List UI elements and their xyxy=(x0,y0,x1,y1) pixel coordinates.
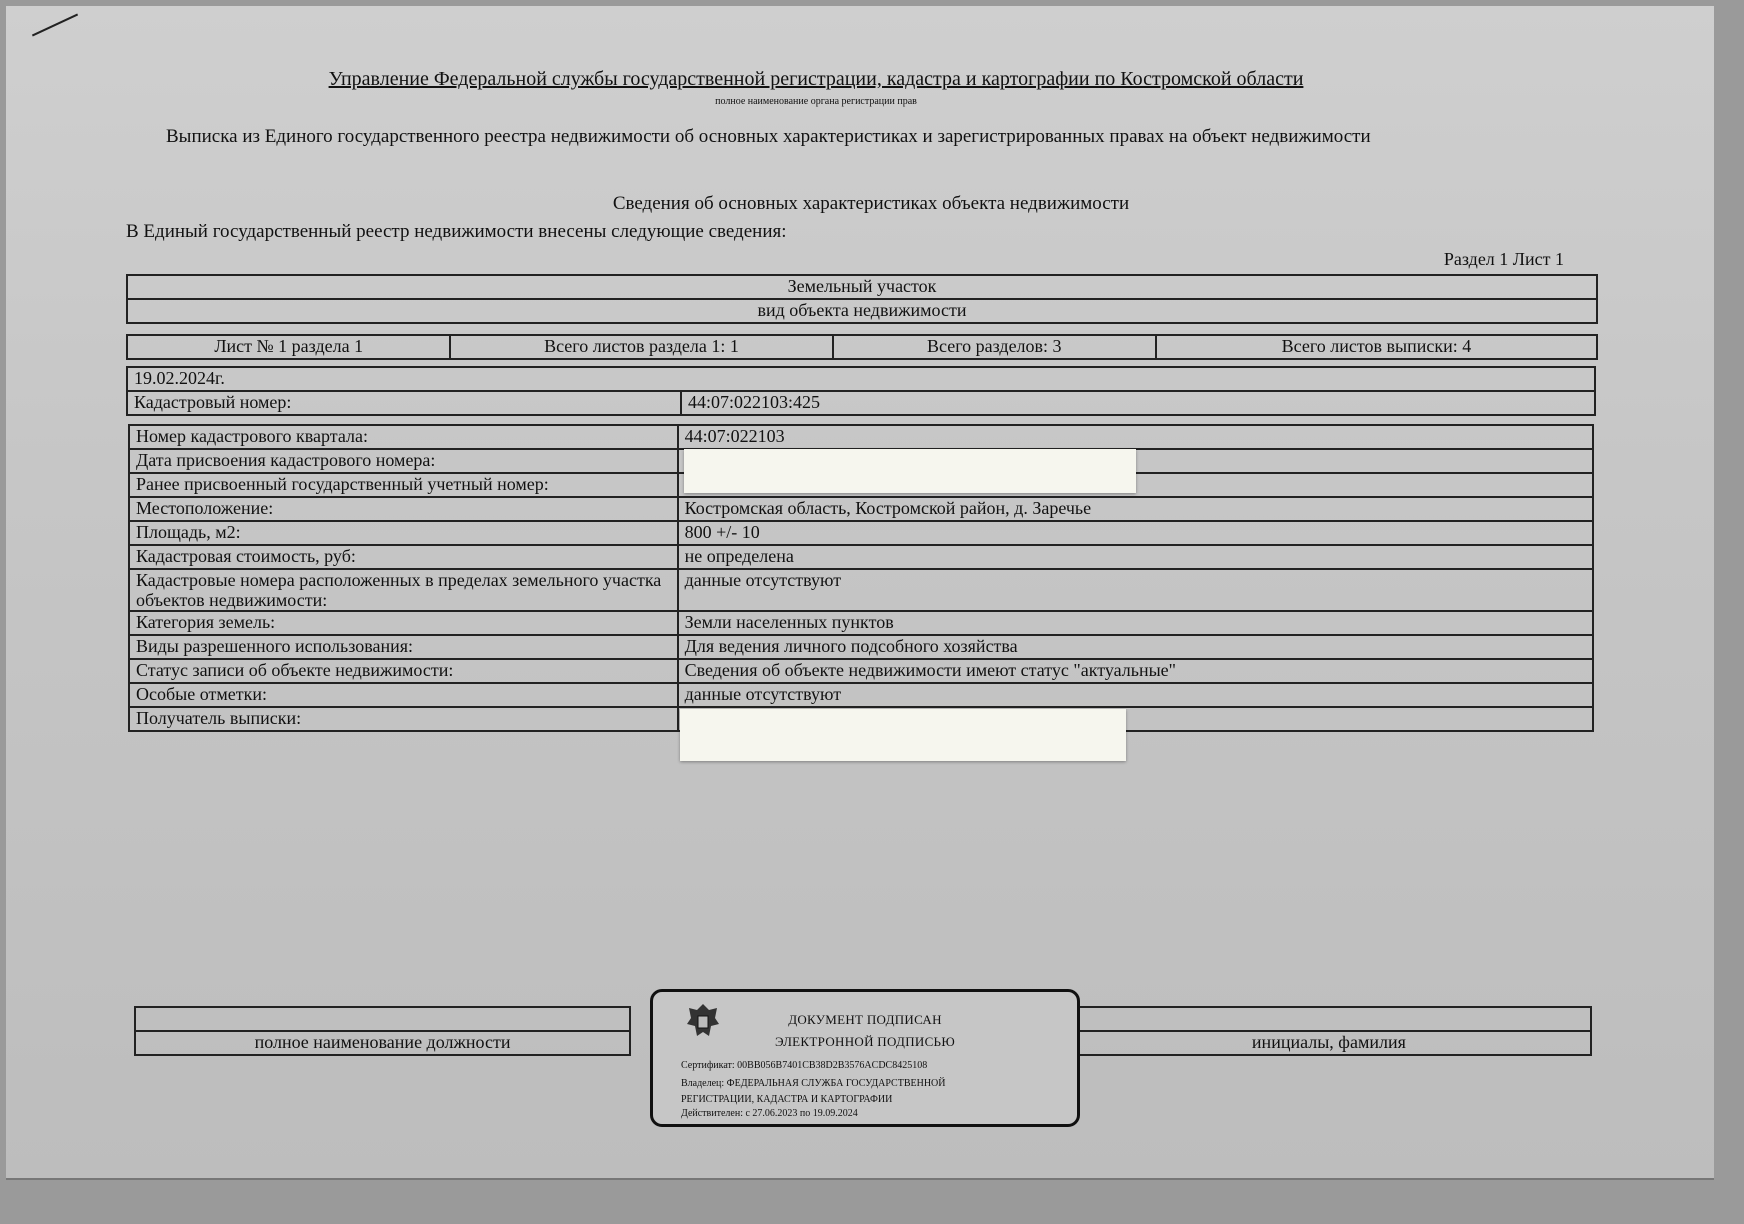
redaction-sticker xyxy=(684,449,1136,493)
table-row xyxy=(129,659,1593,683)
electronic-signature-stamp xyxy=(650,989,1080,1127)
row-label: Особые отметки: xyxy=(129,683,678,707)
sheet-number: Лист № 1 раздела 1 xyxy=(127,335,450,359)
row-label: Получатель выписки: xyxy=(129,707,678,731)
position-caption: полное наименование должности xyxy=(135,1031,630,1055)
row-value: Земли населенных пунктов xyxy=(678,611,1593,635)
row-label: Виды разрешенного использования: xyxy=(129,635,678,659)
cadastral-number-label: Кадастровый номер: xyxy=(127,391,681,415)
table-row xyxy=(129,635,1593,659)
pen-mark xyxy=(32,14,78,37)
table-row xyxy=(129,611,1593,635)
stamp-line-2: ЭЛЕКТРОННОЙ ПОДПИСЬЮ xyxy=(775,1034,955,1049)
row-label: Дата присвоения кадастрового номера: xyxy=(129,449,678,473)
row-label: Кадастровая стоимость, руб: xyxy=(129,545,678,569)
date-cadastral-table xyxy=(126,366,1596,416)
section-sheet-label: Раздел 1 Лист 1 xyxy=(1443,249,1564,269)
row-label: Категория земель: xyxy=(129,611,678,635)
stamp-line-1: ДОКУМЕНТ ПОДПИСАН xyxy=(788,1012,942,1027)
table-row xyxy=(129,683,1593,707)
row-value: не определена xyxy=(678,545,1593,569)
extract-sheets-total: Всего листов выписки: 4 xyxy=(1156,335,1597,359)
sheets-table xyxy=(126,334,1598,360)
object-type-caption: вид объекта недвижимости xyxy=(127,299,1597,323)
row-label: Кадастровые номера расположенных в пределах земельного участка объектов недвижимости: xyxy=(129,569,678,611)
row-label: Местоположение: xyxy=(129,497,678,521)
row-value: данные отсутствуют xyxy=(678,569,1593,611)
section-title: Сведения об основных характеристиках объекта недвижимости xyxy=(612,193,1130,214)
section-sheets-total: Всего листов раздела 1: 1 xyxy=(450,335,832,359)
table-row xyxy=(129,521,1593,545)
redaction-sticker xyxy=(680,709,1126,761)
authority-name: Управление Федеральной службы государственной регистрации, кадастра и картографии по Костромской области xyxy=(328,68,1304,90)
owner-line-1: Владелец: ФЕДЕРАЛЬНАЯ СЛУЖБА ГОСУДАРСТВЕННОЙ xyxy=(681,1078,946,1089)
row-label: Площадь, м2: xyxy=(129,521,678,545)
object-type: Земельный участок xyxy=(127,275,1597,299)
object-type-table xyxy=(126,274,1598,324)
owner-line-2: РЕГИСТРАЦИИ, КАДАСТРА И КАРТОГРАФИИ xyxy=(681,1094,893,1105)
row-value: 800 +/- 10 xyxy=(678,521,1593,545)
cadastral-number-value: 44:07:022103:425 xyxy=(681,391,1595,415)
table-row xyxy=(129,425,1593,449)
row-value: Костромская область, Костромской район, д. Заречье xyxy=(678,497,1593,521)
table-row xyxy=(129,545,1593,569)
intro-text: В Единый государственный реестр недвижимости внесены следующие сведения: xyxy=(126,221,787,242)
row-label: Номер кадастрового квартала: xyxy=(129,425,678,449)
row-value: 44:07:022103 xyxy=(678,425,1593,449)
name-caption: инициалы, фамилия xyxy=(1067,1031,1591,1055)
row-label: Ранее присвоенный государственный учетный номер: xyxy=(129,473,678,497)
document-page xyxy=(6,6,1714,1178)
row-value: Для ведения личного подсобного хозяйства xyxy=(678,635,1593,659)
row-value: Сведения об объекте недвижимости имеют статус "актуальные" xyxy=(678,659,1593,683)
row-value: данные отсутствуют xyxy=(678,683,1593,707)
authority-caption: полное наименование органа регистрации прав xyxy=(715,96,917,107)
certificate: Сертификат: 00BB056B7401CB38D2B3576ACDC8425108 xyxy=(681,1060,928,1071)
table-row xyxy=(129,497,1593,521)
row-label: Статус записи об объекте недвижимости: xyxy=(129,659,678,683)
document-title: Выписка из Единого государственного реестра недвижимости об основных характеристиках и зарегистрированных правах на объект недвижимости xyxy=(166,126,1371,147)
extract-date: 19.02.2024г. xyxy=(127,367,1595,391)
table-row xyxy=(129,569,1593,611)
validity: Действителен: с 27.06.2023 по 19.09.2024 xyxy=(681,1108,858,1119)
sections-total: Всего разделов: 3 xyxy=(833,335,1156,359)
